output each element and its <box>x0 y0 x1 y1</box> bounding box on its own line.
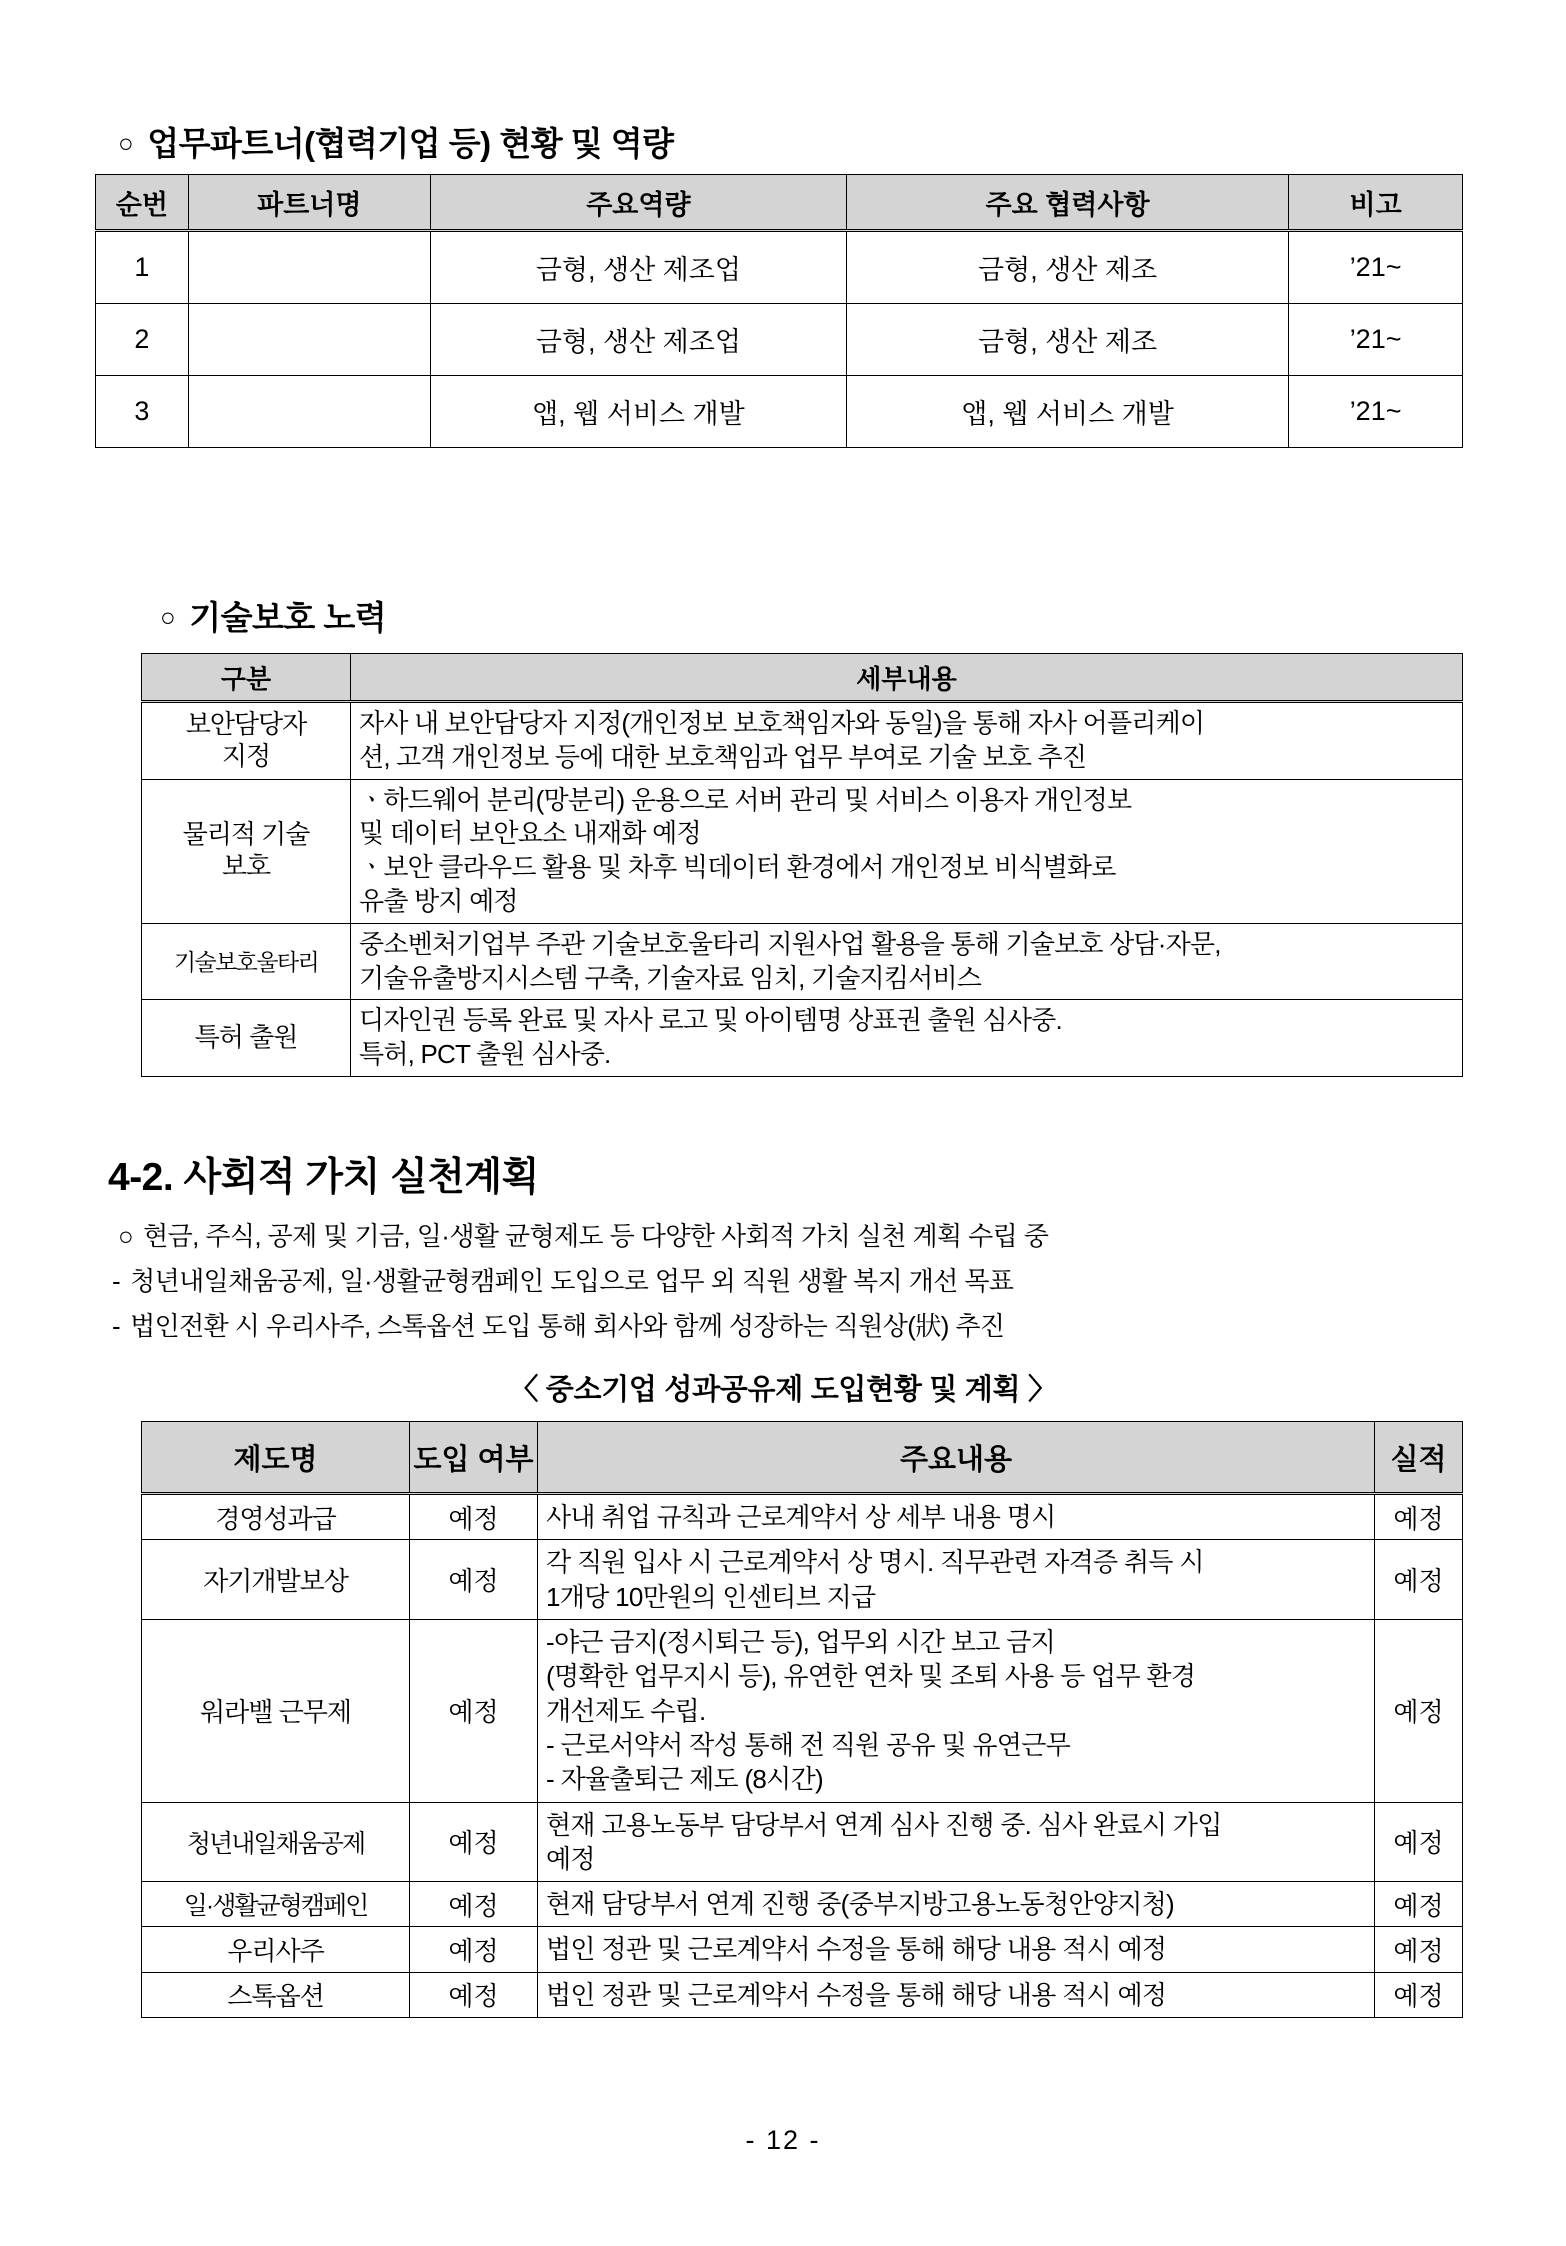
table-row <box>142 923 1463 1000</box>
partner-table-header-row <box>96 175 1463 231</box>
share-cell-name: 워라밸 근무제 <box>142 1619 410 1802</box>
tech-category-line: 물리적 기술 <box>182 819 310 850</box>
share-cell-name: 일·생활균형캠페인 <box>142 1882 410 1927</box>
share-cell-adopt: 예정 <box>410 1494 538 1540</box>
partner-cell-cooperation: 금형, 생산 제조 <box>846 304 1288 376</box>
table-row <box>96 376 1463 448</box>
tech-cell-detail <box>351 923 1463 1000</box>
share-cell-detail <box>538 1619 1375 1802</box>
tech-cell-category <box>142 1000 351 1077</box>
table-row <box>142 1882 1463 1927</box>
partner-cell-no: 3 <box>96 376 189 448</box>
social-value-line-text: 법인전환 시 우리사주, 스톡옵션 도입 통해 회사와 함께 성장하는 직원상(狀) 추진 <box>130 1311 1005 1341</box>
share-cell-result: 예정 <box>1375 1619 1463 1802</box>
social-value-line-text: 현금, 주식, 공제 및 기금, 일·생활 균형제도 등 다양한 사회적 가치 실천 계획 수립 중 <box>143 1221 1049 1251</box>
tech-detail-line: 디자인권 등록 완료 및 자사 로고 및 아이템명 상표권 출원 심사중. <box>359 1005 1062 1036</box>
tech-protection-heading-text: 기술보호 노력 <box>189 599 387 636</box>
performance-sharing-table <box>141 1421 1463 2018</box>
share-cell-result: 예정 <box>1375 1494 1463 1540</box>
share-cell-adopt: 예정 <box>410 1927 538 1972</box>
bullet-circle-icon: ○ <box>118 128 134 158</box>
share-col-adopt: 도입 여부 <box>410 1422 538 1494</box>
share-cell-result: 예정 <box>1375 1540 1463 1620</box>
share-cell-name: 스톡옵션 <box>142 1972 410 2017</box>
share-detail-line: -야근 금지(정시퇴근 등), 업무외 시간 보고 금지 <box>546 1626 1056 1657</box>
tech-detail-line: 션, 고객 개인정보 등에 대한 보호책임과 업무 부여로 기술 보호 추진 <box>359 741 1087 772</box>
partner-cell-remark: ’21~ <box>1289 304 1463 376</box>
partner-cell-no: 1 <box>96 231 189 304</box>
partner-cell-capability: 금형, 생산 제조업 <box>430 231 846 304</box>
table-row <box>142 1540 1463 1620</box>
tech-detail-line: 자사 내 보안담당자 지정(개인정보 보호책임자와 동일)을 통해 자사 어플리케이 <box>359 708 1205 738</box>
partner-cell-no: 2 <box>96 304 189 376</box>
tech-cell-category <box>142 779 351 923</box>
partner-cell-name <box>188 376 430 448</box>
partner-cell-capability: 앱, 웹 서비스 개발 <box>430 376 846 448</box>
tech-detail-line: 특허, PCT 출원 심사중. <box>359 1039 611 1070</box>
tech-table-header-row <box>142 654 1463 702</box>
share-cell-adopt: 예정 <box>410 1972 538 2017</box>
table-row <box>142 702 1463 780</box>
share-col-result: 실적 <box>1375 1422 1463 1494</box>
share-cell-result: 예정 <box>1375 1927 1463 1972</box>
tech-protection-section-heading <box>160 592 386 639</box>
share-detail-line: 현재 담당부서 연계 진행 중(중부지방고용노동청안양지청) <box>546 1889 1174 1920</box>
share-cell-detail <box>538 1802 1375 1882</box>
share-cell-adopt: 예정 <box>410 1619 538 1802</box>
partner-col-cooperation: 주요 협력사항 <box>846 175 1288 231</box>
tech-detail-line: ㆍ보안 클라우드 활용 및 차후 빅데이터 환경에서 개인정보 비식별화로 <box>359 852 1116 883</box>
tech-category-line: 특허 출원 <box>194 1022 298 1053</box>
tech-col-detail: 세부내용 <box>351 654 1463 702</box>
bullet-circle-icon: ○ <box>160 602 176 632</box>
share-cell-name: 우리사주 <box>142 1927 410 1972</box>
table-row <box>142 1972 1463 2017</box>
table-row <box>142 1494 1463 1540</box>
tech-col-category: 구분 <box>142 654 351 702</box>
partner-col-capability: 주요역량 <box>430 175 846 231</box>
share-detail-line: - 근로서약서 작성 통해 전 직원 공유 및 유연근무 <box>546 1729 1071 1760</box>
dash-marker-icon: - <box>112 1311 121 1341</box>
partner-cell-cooperation: 앱, 웹 서비스 개발 <box>846 376 1288 448</box>
table-row <box>142 1927 1463 1972</box>
share-cell-adopt: 예정 <box>410 1540 538 1620</box>
tech-detail-line: ㆍ하드웨어 분리(망분리) 운용으로 서버 관리 및 서비스 이용자 개인정보 <box>359 784 1132 815</box>
partner-cell-name <box>188 231 430 304</box>
tech-cell-category <box>142 702 351 780</box>
social-value-line-text: 청년내일채움공제, 일·생활균형캠페인 도입으로 업무 외 직원 생활 복지 개선 목표 <box>130 1266 1014 1296</box>
share-detail-line: 1개당 10만원의 인센티브 지급 <box>546 1581 876 1612</box>
share-detail-line: 현재 고용노동부 담당부서 연계 심사 진행 중. 심사 완료시 가입 <box>546 1809 1222 1840</box>
share-cell-detail <box>538 1927 1375 1972</box>
share-col-detail: 주요내용 <box>538 1422 1375 1494</box>
share-table-header-row <box>142 1422 1463 1494</box>
share-detail-line: - 자율출퇴근 제도 (8시간) <box>546 1764 823 1795</box>
partner-col-remark: 비고 <box>1289 175 1463 231</box>
share-detail-line: 각 직원 입사 시 근로계약서 상 명시. 직무관련 자격증 취득 시 <box>546 1547 1204 1578</box>
share-cell-result: 예정 <box>1375 1802 1463 1882</box>
partner-cell-cooperation: 금형, 생산 제조 <box>846 231 1288 304</box>
tech-detail-line: 중소벤처기업부 주관 기술보호울타리 지원사업 활용을 통해 기술보호 상담·자문, <box>359 928 1221 959</box>
share-cell-detail <box>538 1494 1375 1540</box>
tech-category-line: 기술보호울타리 <box>173 948 319 975</box>
share-cell-detail <box>538 1882 1375 1927</box>
table-row <box>96 304 1463 376</box>
share-table-title: 〈 중소기업 성과공유제 도입현황 및 계획 〉 <box>509 1374 1057 1406</box>
table-row <box>96 231 1463 304</box>
partner-section-heading <box>118 118 674 165</box>
share-detail-line: 예정 <box>546 1843 595 1874</box>
share-cell-adopt: 예정 <box>410 1882 538 1927</box>
tech-cell-detail <box>351 779 1463 923</box>
share-cell-result: 예정 <box>1375 1882 1463 1927</box>
table-row <box>142 1000 1463 1077</box>
table-row <box>142 1619 1463 1802</box>
partner-cell-remark: ’21~ <box>1289 376 1463 448</box>
social-value-line <box>112 1261 1013 1298</box>
share-detail-line: 사내 취업 규칙과 근로계약서 상 세부 내용 명시 <box>546 1502 1056 1532</box>
page-footer: - 12 - <box>745 2125 821 2155</box>
partner-cell-remark: ’21~ <box>1289 231 1463 304</box>
partner-col-no: 순번 <box>96 175 189 231</box>
share-detail-line: (명확한 업무지시 등), 유연한 연차 및 조퇴 사용 등 업무 환경 <box>546 1661 1196 1692</box>
table-row <box>142 779 1463 923</box>
tech-detail-line: 유출 방지 예정 <box>359 885 518 916</box>
tech-cell-category <box>142 923 351 1000</box>
tech-category-line: 지정 <box>221 740 271 771</box>
share-cell-name: 자기개발보상 <box>142 1540 410 1620</box>
partner-col-name: 파트너명 <box>188 175 430 231</box>
table-row <box>142 1802 1463 1882</box>
share-cell-adopt: 예정 <box>410 1802 538 1882</box>
social-value-section-heading: 4-2. 사회적 가치 실천계획 <box>108 1156 539 1199</box>
partner-cell-capability: 금형, 생산 제조업 <box>430 304 846 376</box>
share-cell-result: 예정 <box>1375 1972 1463 2017</box>
tech-category-line: 보호 <box>221 851 271 882</box>
share-detail-line: 개선제도 수립. <box>546 1695 706 1726</box>
share-cell-name: 청년내일채움공제 <box>142 1802 410 1882</box>
share-cell-name: 경영성과급 <box>142 1494 410 1540</box>
tech-category-line: 보안담당자 <box>185 709 307 740</box>
tech-protection-table <box>141 653 1463 1077</box>
bullet-circle-icon: ○ <box>118 1221 134 1251</box>
tech-detail-line: 기술유출방지시스템 구축, 기술자료 임치, 기술지킴서비스 <box>359 962 982 993</box>
share-col-name: 제도명 <box>142 1422 410 1494</box>
social-value-line <box>118 1216 1048 1253</box>
share-detail-line: 법인 정관 및 근로계약서 수정을 통해 해당 내용 적시 예정 <box>546 1979 1167 2010</box>
share-detail-line: 법인 정관 및 근로계약서 수정을 통해 해당 내용 적시 예정 <box>546 1934 1167 1965</box>
tech-detail-line: 및 데이터 보안요소 내재화 예정 <box>359 818 701 849</box>
social-value-line <box>112 1306 1004 1343</box>
dash-marker-icon: - <box>112 1266 121 1296</box>
partner-cell-name <box>188 304 430 376</box>
share-cell-detail <box>538 1972 1375 2017</box>
share-cell-detail <box>538 1540 1375 1620</box>
partner-heading-text: 업무파트너(협력기업 등) 현황 및 역량 <box>147 125 674 162</box>
tech-cell-detail <box>351 1000 1463 1077</box>
tech-cell-detail <box>351 702 1463 780</box>
partner-table <box>95 174 1463 448</box>
